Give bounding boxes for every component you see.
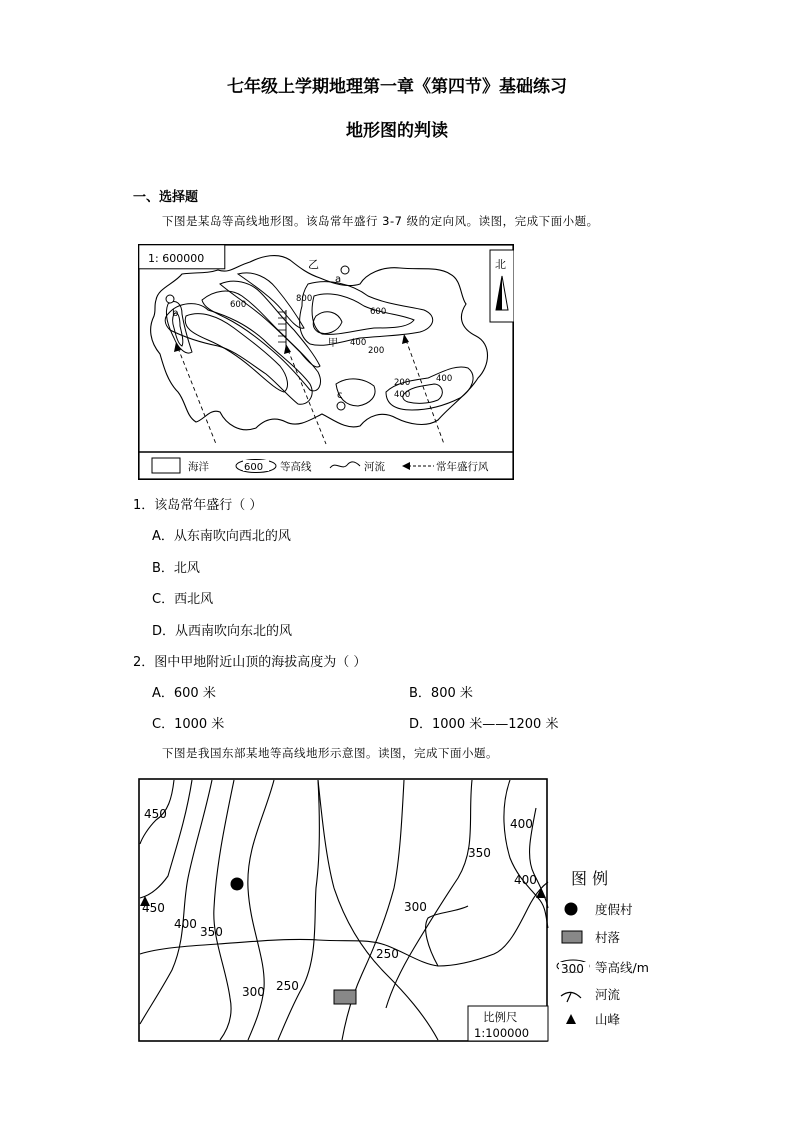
question-1-option-b[interactable]: B．北风 — [152, 561, 200, 576]
island-contour-map — [138, 244, 514, 480]
contour-label: 200 — [394, 378, 411, 388]
ocean-legend-icon — [152, 458, 180, 473]
question-1-option-a[interactable]: A．从东南吹向西北的风 — [152, 529, 291, 544]
contour-label: 300 — [404, 900, 427, 914]
contour-label: 350 — [200, 925, 223, 939]
contour-label: 350 — [468, 846, 491, 860]
contour-label: 400 — [174, 917, 197, 931]
section-heading: 一、选择题 — [133, 190, 199, 205]
point-label-yi: 乙 — [308, 258, 319, 271]
scale-value: 1:100000 — [474, 1026, 530, 1040]
point-label-c: c — [337, 390, 343, 401]
village-marker — [334, 990, 356, 1004]
page-subtitle: 地形图的判读 — [346, 121, 448, 141]
contour-label: 250 — [376, 947, 399, 961]
resort-legend-icon — [565, 903, 578, 916]
contour-label: 300 — [242, 985, 265, 999]
map1-scale: 1: 600000 — [148, 252, 205, 265]
question-1-stem: 1．该岛常年盛行（ ） — [133, 498, 263, 513]
terrain-contour-map — [138, 778, 550, 1044]
point-a-marker — [341, 266, 349, 274]
legend-contour: 等高线/m — [595, 960, 649, 975]
point-label-b: b — [172, 308, 179, 319]
point-label-a: a — [335, 274, 342, 285]
village-legend-icon — [562, 931, 582, 943]
legend-wind: 常年盛行风 — [436, 461, 489, 473]
contour-label: 400 — [350, 338, 367, 348]
page-title: 七年级上学期地理第一章《第四节》基础练习 — [227, 77, 567, 97]
river-legend-icon — [561, 992, 581, 1002]
question-2-option-c[interactable]: C．1000 米 — [152, 717, 225, 732]
legend-river: 河流 — [595, 987, 621, 1002]
contour-label: 400 — [436, 374, 453, 384]
question-1-option-d[interactable]: D．从西南吹向东北的风 — [152, 624, 293, 639]
contour-label: 450 — [144, 807, 167, 821]
legend-title: 图 例 — [571, 869, 609, 888]
legend-river: 河流 — [364, 461, 385, 473]
contour-label: 250 — [276, 979, 299, 993]
resort-marker — [231, 878, 244, 891]
contour-label: 400 — [510, 817, 533, 831]
question-2-option-d[interactable]: D．1000 米——1200 米 — [409, 717, 559, 732]
contour-label: 450 — [142, 901, 165, 915]
contour-label: 400 — [394, 390, 411, 400]
legend-contour: 等高线 — [280, 461, 312, 473]
point-label-jia: 甲 — [328, 338, 338, 349]
peak-legend-icon — [566, 1014, 576, 1024]
legend-resort: 度假村 — [595, 902, 633, 917]
legend-contour-sample: 600 — [244, 462, 264, 473]
legend-peak: 山峰 — [595, 1012, 621, 1027]
contour-label: 600 — [230, 300, 247, 310]
question-2-stem: 2．图中甲地附近山顶的海拔高度为（ ） — [133, 655, 367, 670]
question-2-option-a[interactable]: A．600 米 — [152, 686, 216, 701]
scale-title: 比例尺 — [483, 1010, 518, 1024]
contour-label: 200 — [368, 346, 385, 356]
question-1-option-c[interactable]: C．西北风 — [152, 592, 214, 607]
point-c-marker — [337, 402, 345, 410]
legend-village: 村落 — [595, 930, 621, 945]
contour-label: 600 — [370, 307, 387, 317]
north-label: 北 — [495, 258, 506, 271]
point-b-marker — [166, 295, 174, 303]
contour-label: 800 — [296, 294, 313, 304]
legend-ocean: 海洋 — [188, 461, 209, 473]
legend-contour-sample: 300 — [561, 962, 584, 976]
intro-text-1: 下图是某岛等高线地形图。该岛常年盛行 3-7 级的定向风。读图，完成下面小题。 — [162, 214, 599, 228]
map2-legend — [555, 862, 675, 1030]
intro-text-2: 下图是我国东部某地等高线地形示意图。读图，完成下面小题。 — [162, 746, 498, 760]
contour-label: 400 — [514, 873, 537, 887]
question-2-option-b[interactable]: B．800 米 — [409, 686, 473, 701]
